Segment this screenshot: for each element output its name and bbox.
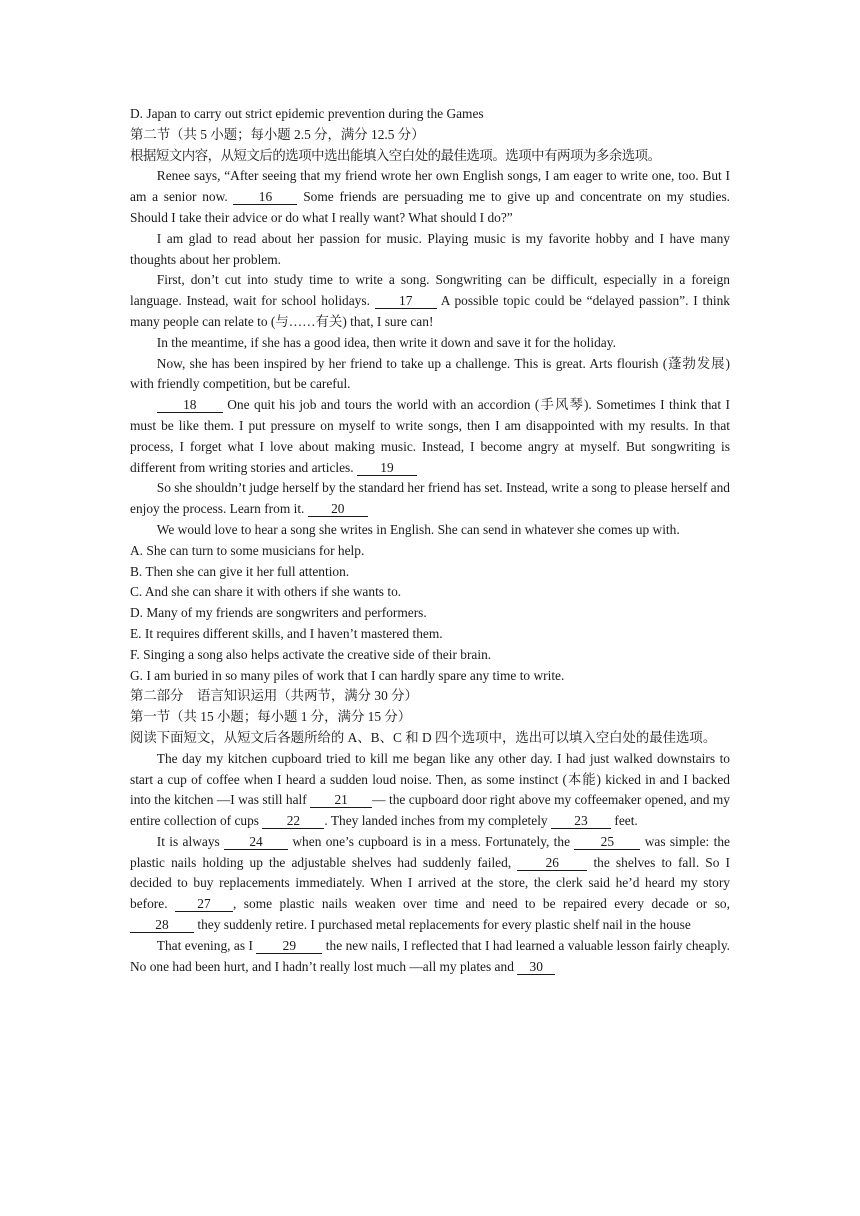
blank-23: 23 xyxy=(551,814,611,829)
blank-18: 18 xyxy=(157,398,223,413)
blank-21: 21 xyxy=(310,793,372,808)
passage-paragraph: I am glad to read about her passion for music. Playing music is my favorite hobby and I have many thoughts about her problem. xyxy=(130,230,730,267)
option-g: G. I am buried in so many piles of work that I can hardly spare any time to write. xyxy=(130,667,565,683)
blank-17: 17 xyxy=(375,294,437,309)
passage-paragraph: First, don’t cut into study time to write a song. Songwriting can be difficult, especially in a foreign language. Instead, wait for school holidays. 17 A possible topic could be “delayed passion”. I think many people can relate to (与……有关) that, I sure can! xyxy=(130,272,730,329)
blank-20: 20 xyxy=(308,502,368,517)
passage-paragraph: 18 One quit his job and tours the world with an accordion (手风琴). Sometimes I think that I must be like them. I put pressure on myself to write songs, then I am disappointed with my results. In that process, I forget what I love about making music. Instead, I become angry at myself. But songwriting is different from writing stories and articles. 19 xyxy=(130,397,730,475)
section2-title: 第二节（共 5 小题；每小题 2.5 分，满分 12.5 分） xyxy=(130,126,425,142)
cloze-paragraph: It is always 24 when one’s cupboard is in a mess. Fortunately, the 25 was simple: the plastic nails holding up the adjustable shelves had suddenly failed, 26 the shelves to fall. So I decided to buy replacements immediately. When I arrived at the store, the clerk said he’d heard my story before. 27 , some plastic nails weaken over time and need to be repaired every decade or so, 28 they suddenly retire. I purchased metal replacements for every plastic shelf nail in the house xyxy=(130,833,731,933)
blank-30: 30 xyxy=(517,960,555,975)
cloze-paragraph: That evening, as I 29 the new nails, I reflected that I had learned a valuable lesson fairly cheaply. No one had been hurt, and I hadn’t really lost much —all my plates and 30 xyxy=(130,937,730,974)
blank-22: 22 xyxy=(262,814,324,829)
part2-instructions: 阅读下面短文，从短文后各题所给的 A、B、C 和 D 四个选项中，选出可以填入空白处的最佳选项。 xyxy=(130,729,717,745)
option-b: B. Then she can give it her full attention. xyxy=(130,563,350,579)
blank-16: 16 xyxy=(233,190,297,205)
option-d-previous: D. Japan to carry out strict epidemic prevention during the Games xyxy=(130,106,484,121)
blank-27: 27 xyxy=(175,897,233,912)
passage-paragraph: We would love to hear a song she writes in English. She can send in whatever she comes up with. xyxy=(156,521,680,537)
cloze-paragraph: The day my kitchen cupboard tried to kill me began like any other day. I had just walked downstairs to start a cup of coffee when I heard a sudden loud noise. Then, as some instinct (本能) kicked in and I backed into the kitchen —I was still half 21 — the cupboard door right above my coffeemaker opened, and my entire collection of cups 22 . They landed inches from my completely 23 feet. xyxy=(130,750,731,829)
passage-paragraph: In the meantime, if she has a good idea, then write it down and save it for the holiday. xyxy=(156,334,616,350)
option-d: D. Many of my friends are songwriters and performers. xyxy=(130,605,427,621)
blank-28: 28 xyxy=(130,918,194,933)
blank-25: 25 xyxy=(574,835,640,850)
option-e: E. It requires different skills, and I haven’t mastered them. xyxy=(130,625,443,641)
blank-26: 26 xyxy=(517,856,587,871)
passage-paragraph: Now, she has been inspired by her friend to take up a challenge. This is great. Arts flourish (蓬勃发展) with friendly competition, but be careful. xyxy=(130,355,730,392)
document-page xyxy=(130,0,730,977)
passage-paragraph: So she shouldn’t judge herself by the standard her friend has set. Instead, write a song to please herself and enjoy the process. Learn from it. 20 xyxy=(130,480,730,517)
blank-24: 24 xyxy=(224,835,288,850)
section2-instructions: 根据短文内容，从短文后的选项中选出能填入空白处的最佳选项。选项中有两项为多余选项。 xyxy=(130,147,661,163)
option-c: C. And she can share it with others if she wants to. xyxy=(130,584,402,600)
blank-19: 19 xyxy=(357,461,417,476)
part2-section1-title: 第一节（共 15 小题；每小题 1 分，满分 15 分） xyxy=(130,709,412,725)
option-a: A. She can turn to some musicians for help. xyxy=(130,542,365,558)
part2-title: 第二部分 语言知识运用（共两节，满分 30 分） xyxy=(130,688,418,704)
option-f: F. Singing a song also helps activate the creative side of their brain. xyxy=(130,646,492,662)
passage-paragraph: Renee says, “After seeing that my friend wrote her own English songs, I am eager to write one, too. But I am a senior now. 16 Some friends are persuading me to give up and concentrate on my studies. Should I take their advice or do what I really want? What should I do?” xyxy=(130,168,731,225)
blank-29: 29 xyxy=(256,939,322,954)
